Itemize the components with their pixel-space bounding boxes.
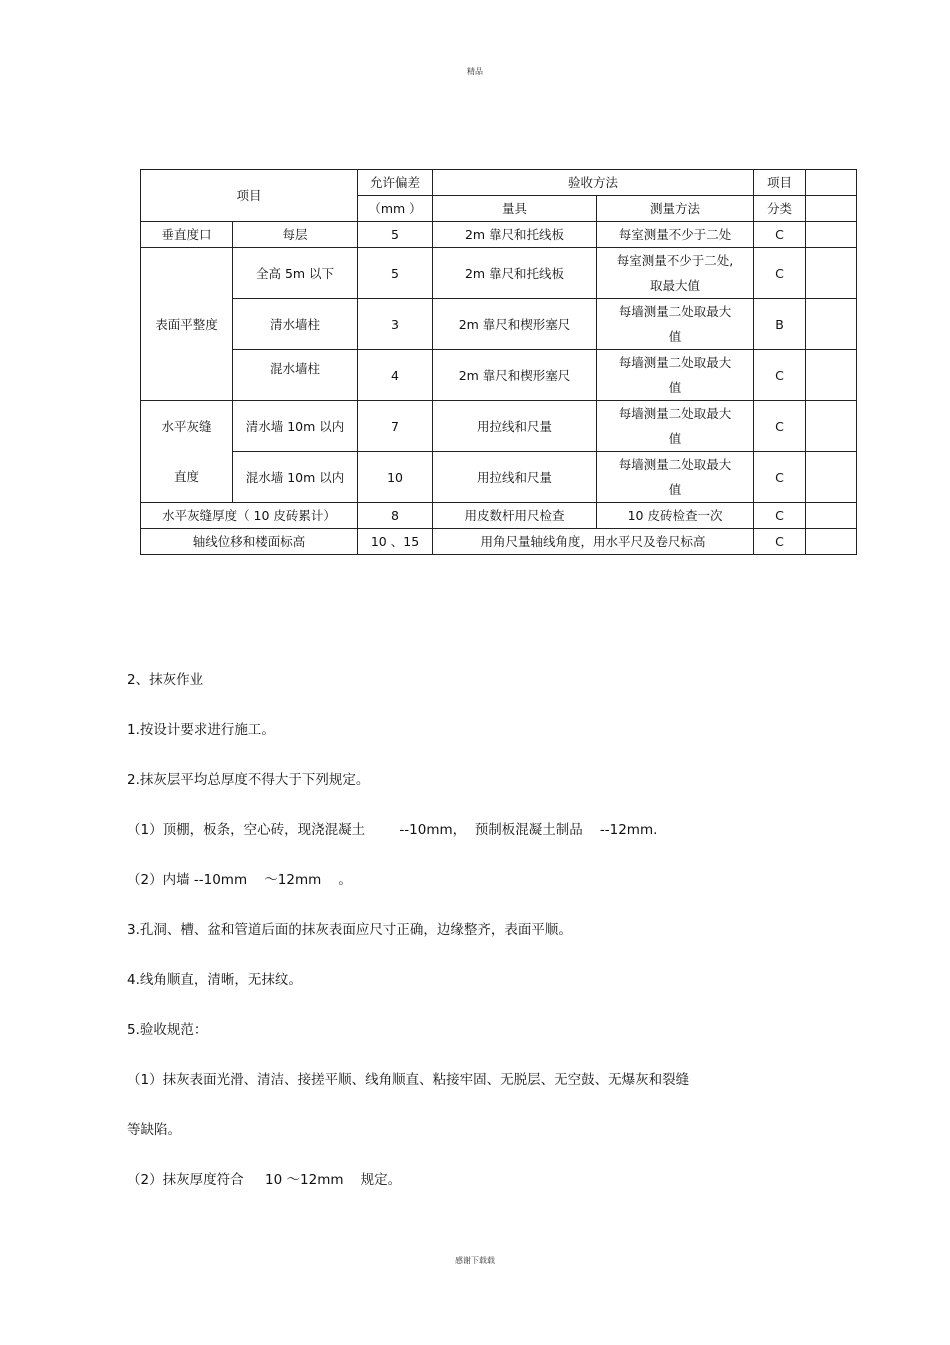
row-tolerance: 10 — [358, 452, 433, 503]
header-measure: 测量方法 — [597, 196, 754, 222]
table-row — [141, 452, 857, 503]
row-measure: 每室测量不少于二处 — [597, 222, 754, 248]
page-footer: 感谢下载载 — [455, 1256, 495, 1265]
table-row — [141, 529, 857, 555]
row-subitem: 全高 5m 以下 — [233, 248, 358, 299]
table-row — [141, 350, 857, 401]
header-method: 验收方法 — [433, 170, 754, 196]
section-heading: 2、抹灰作业 — [127, 672, 204, 688]
paragraph: 4.线角顺直，清晰，无抹纹。 — [127, 972, 302, 988]
row-item: 水平灰缝厚度（ 10 皮砖累计） — [141, 503, 358, 529]
table-row — [141, 401, 857, 452]
blank-cell — [806, 222, 857, 248]
table-row — [141, 503, 857, 529]
row-tolerance: 8 — [358, 503, 433, 529]
row-measure: 每室测量不少于二处, 取最大值 — [597, 248, 754, 299]
paragraph: （2）内墙 --10mm ～12mm 。 — [127, 872, 352, 888]
paragraph: （2）抹灰厚度符合 10 ～12mm 规定。 — [127, 1172, 402, 1188]
paragraph: 3.孔洞、槽、盆和管道后面的抹灰表面应尺寸正确，边缘整齐，表面平顺。 — [127, 922, 572, 938]
blank-cell — [806, 196, 857, 222]
row-measure: 每墙测量二处取最大 值 — [597, 299, 754, 350]
row-measure: 每墙测量二处取最大 值 — [597, 350, 754, 401]
row-class: C — [754, 350, 806, 401]
header-tolerance: 允许偏差 — [358, 170, 433, 196]
paragraph: 5.验收规范： — [127, 1022, 208, 1038]
table-row — [141, 222, 857, 248]
header-item: 项目 — [141, 170, 358, 222]
row-tool: 2m 靠尺和楔形塞尺 — [433, 350, 597, 401]
row-tolerance: 5 — [358, 222, 433, 248]
row-tool: 2m 靠尺和托线板 — [433, 248, 597, 299]
blank-cell — [806, 299, 857, 350]
row-tool: 用拉线和尺量 — [433, 452, 597, 503]
blank-cell — [806, 529, 857, 555]
row-measure: 每墙测量二处取最大 值 — [597, 452, 754, 503]
blank-cell — [806, 350, 857, 401]
row-tool: 2m 靠尺和托线板 — [433, 222, 597, 248]
row-class: B — [754, 299, 806, 350]
row-class: C — [754, 452, 806, 503]
paragraph: （1）抹灰表面光滑、清洁、接搓平顺、线角顺直、粘接牢固、无脱层、无空鼓、无爆灰和裂缝 — [127, 1072, 690, 1088]
row-item: 轴线位移和楼面标高 — [141, 529, 358, 555]
row-tolerance: 5 — [358, 248, 433, 299]
row-tool: 用皮数杆用尺检查 — [433, 503, 597, 529]
row-class: C — [754, 503, 806, 529]
row-tolerance: 10 、15 — [358, 529, 433, 555]
row-subitem: 混水墙 10m 以内 — [233, 452, 358, 503]
row-class: C — [754, 401, 806, 452]
blank-cell — [806, 170, 857, 196]
blank-cell — [806, 248, 857, 299]
blank-cell — [806, 401, 857, 452]
blank-cell — [806, 503, 857, 529]
row-subitem: 清水墙 10m 以内 — [233, 401, 358, 452]
paragraph: 等缺陷。 — [127, 1122, 181, 1138]
row-tolerance: 4 — [358, 350, 433, 401]
header-tolerance-unit: （mm ） — [358, 196, 433, 222]
page-header: 精品 — [467, 67, 483, 76]
row-class: C — [754, 222, 806, 248]
row-class: C — [754, 529, 806, 555]
table-row — [141, 248, 857, 299]
table-row — [141, 299, 857, 350]
header-tool: 量具 — [433, 196, 597, 222]
header-class: 项目 — [754, 170, 806, 196]
paragraph: 2.抹灰层平均总厚度不得大于下列规定。 — [127, 772, 370, 788]
row-measure: 10 皮砖检查一次 — [597, 503, 754, 529]
row-group-item: 表面平整度 — [141, 248, 233, 401]
row-method: 用角尺量轴线角度，用水平尺及卷尺标高 — [433, 529, 754, 555]
row-class: C — [754, 248, 806, 299]
row-subitem: 清水墙柱 — [233, 299, 358, 350]
row-tool: 用拉线和尺量 — [433, 401, 597, 452]
row-item: 垂直度口 — [141, 222, 233, 248]
header-class-2: 分类 — [754, 196, 806, 222]
acceptance-table — [140, 169, 857, 555]
row-subitem: 混水墙柱 — [233, 350, 358, 401]
row-subitem: 每层 — [233, 222, 358, 248]
paragraph: （1）顶棚，板条，空心砖，现浇混凝土 --10mm， 预制板混凝土制品 --12mm. — [127, 822, 658, 838]
row-group-item: 水平灰缝 直度 — [141, 401, 233, 503]
row-tolerance: 7 — [358, 401, 433, 452]
paragraph: 1.按设计要求进行施工。 — [127, 722, 275, 738]
row-tolerance: 3 — [358, 299, 433, 350]
row-measure: 每墙测量二处取最大 值 — [597, 401, 754, 452]
blank-cell — [806, 452, 857, 503]
row-tool: 2m 靠尺和楔形塞尺 — [433, 299, 597, 350]
